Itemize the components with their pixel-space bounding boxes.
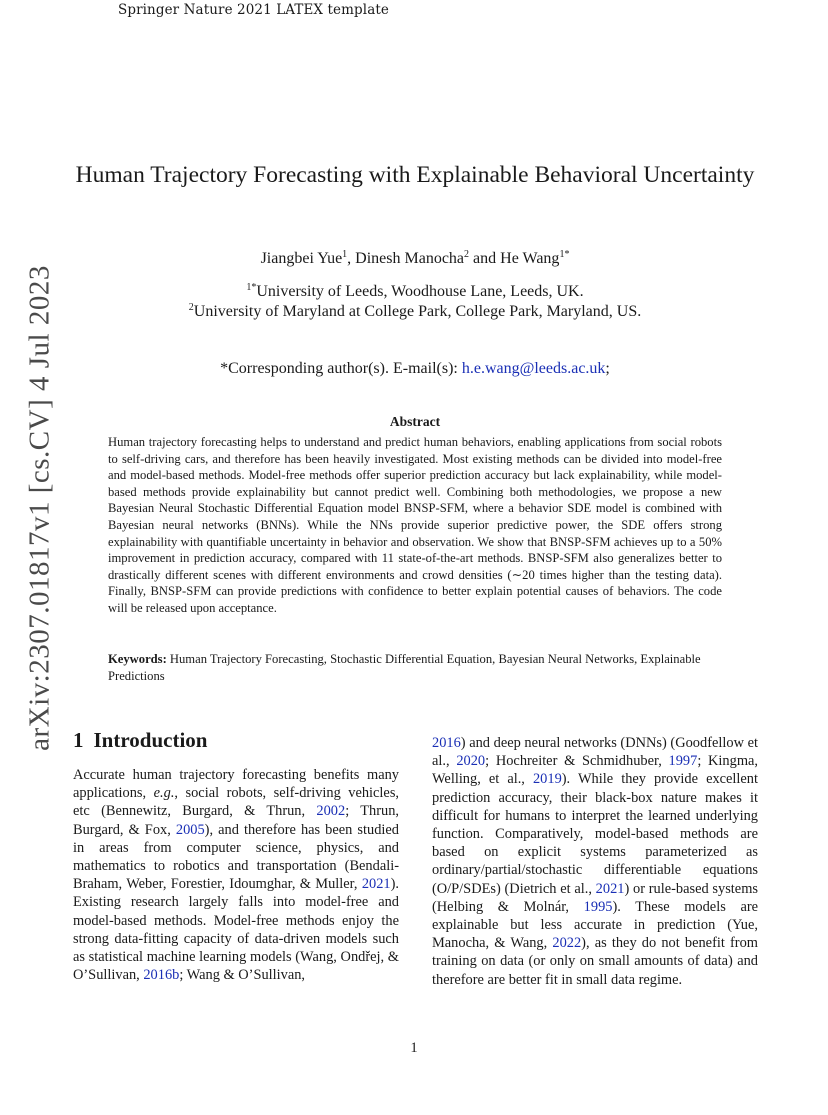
citation-link[interactable]: 2021 — [595, 880, 625, 897]
keywords-text: Human Trajectory Forecasting, Stochastic Differential Equation, Bayesian Neural Networks, Explainable Predictions — [108, 652, 701, 683]
citation-link[interactable]: 2020 — [456, 753, 486, 770]
author-name: Dinesh Manocha — [355, 250, 465, 267]
citation-link[interactable]: 2021 — [361, 876, 391, 893]
keywords — [108, 651, 722, 684]
left-column-text — [73, 766, 399, 984]
affiliation-text: University of Maryland at College Park, College Park, Maryland, US. — [193, 303, 642, 320]
affiliation-mark: 1 — [342, 249, 348, 260]
author-name: He Wang — [500, 250, 560, 267]
corresponding-author — [60, 360, 770, 378]
corresponding-label: *Corresponding author(s). E-mail(s): — [220, 360, 462, 377]
body-text: ), and therefore has been studied in areas from computer science, physics, and mathematics to robotics and transportation (Bendali-Braham, Weber, Forestier, Idoumghar, & Muller, — [73, 821, 399, 893]
body-text: ) and deep neural networks (DNNs) (Goodfellow et al., — [432, 735, 758, 770]
citation-link[interactable]: 2022 — [552, 935, 582, 952]
affiliation-mark: 2 — [464, 249, 470, 260]
body-text: ; Thrun, Burgard, & Fox, — [73, 803, 399, 838]
body-text: ; Kingma, Welling, et al., — [432, 753, 759, 788]
affiliation-2 — [60, 303, 770, 321]
body-text: , social robots, self-driving vehicles, etc (Bennewitz, Burgard, & Thrun, — [73, 785, 400, 820]
paper-title: Human Trajectory Forecasting with Explainable Behavioral Uncertainty — [75, 162, 755, 188]
arxiv-sidebar — [22, 255, 58, 760]
body-text: ). Existing research largely falls into model-free and model-based methods. Model-free methods enjoy the strong data-fitting capacity of data-driven models such as statistical machine learning models (Wang, Ondřej, & O’Sullivan, — [73, 876, 399, 984]
citation-link[interactable]: 2016b — [143, 967, 180, 984]
affiliation-mark: 2 — [188, 302, 194, 313]
section-title: Introduction — [93, 728, 208, 752]
section-heading — [73, 728, 207, 753]
author-list — [60, 250, 770, 268]
email-link[interactable]: h.e.wang@leeds.ac.uk — [461, 360, 606, 377]
body-text: ). While they provide excellent prediction accuracy, their black-box nature makes it difficult for humans to interpret the learned underlying function. Comparatively, model-based methods are based on explicit systems parameterized as ordinary/partial/stochastic differentiable equations (O/P/SDEs) (Dietrich et al., — [432, 771, 759, 897]
citation-link[interactable]: 1997 — [668, 753, 698, 770]
abstract-body: Human trajectory forecasting helps to understand and predict human behaviors, enabling applications from social robots to self-driving cars, and therefore has been heavily investigated. Most existing methods can be divided into model-free and model-based methods. Model-free methods offer superior prediction accuracy but lack explainability, while model-based methods provide explainability but cannot predict well. Combining both methodologies, we propose a new Bayesian Neural Stochastic Differential Equation model BNSP-SFM, where a behavior SDE model is combined with Bayesian neural networks (BNNs). While the NNs provide superior predictive power, the SDE offers strong explainability with quantifiable uncertainty in behavior and observation. We show that BNSP-SFM achieves up to a 50% improvement in prediction accuracy, compared with 11 state-of-the-art methods. BNSP-SFM also generalizes better to drastically different scenes with different environments and crowd densities (∼20 times higher than the testing data). Finally, BNSP-SFM can provide predictions with confidence to better explain potential causes of behaviors. The code will be released upon acceptance. — [108, 435, 722, 615]
arxiv-identifier: arXiv:2307.01817v1 [cs.CV] 4 Jul 2023 — [23, 264, 56, 751]
affiliation-text: University of Leeds, Woodhouse Lane, Leeds, UK. — [256, 283, 584, 300]
author-separator: and — [469, 250, 501, 267]
affiliation-mark: 1* — [559, 249, 570, 260]
citation-link[interactable]: 2002 — [316, 803, 346, 820]
citation-link[interactable]: 2019 — [532, 771, 562, 788]
citation-link[interactable]: 2005 — [175, 821, 205, 838]
body-text: ). These models are explainable but less accurate in prediction (Yue, Manocha, & Wang, — [432, 898, 759, 952]
corresponding-tail: ; — [605, 360, 610, 377]
keywords-label: Keywords: — [108, 652, 167, 666]
affiliation-mark: 1* — [246, 282, 257, 293]
page-number: 1 — [410, 1040, 418, 1056]
author-separator: , — [347, 250, 356, 267]
body-text: ) or rule-based systems (Helbing & Molnár, — [432, 880, 758, 915]
body-text: ; Wang & O’Sullivan, — [179, 967, 306, 984]
citation-link[interactable]: 2016 — [432, 735, 461, 751]
body-text: ; Hochreiter & Schmidhuber, — [485, 753, 669, 770]
abstract-heading: Abstract — [389, 414, 441, 429]
body-text: ), as they do not benefit from training on data (or only on small amounts of data) and therefore are better fit in small data regime. — [432, 935, 758, 988]
right-column-text — [432, 734, 758, 989]
affiliation-1 — [60, 283, 770, 301]
body-text: e.g. — [153, 785, 175, 802]
body-text: Accurate human trajectory forecasting benefits many applications, — [73, 767, 399, 802]
running-header: Springer Nature 2021 LATEX template — [118, 2, 389, 18]
citation-link[interactable]: 1995 — [583, 898, 613, 915]
section-number: 1 — [73, 728, 84, 752]
author-name: Jiangbei Yue — [260, 250, 343, 267]
